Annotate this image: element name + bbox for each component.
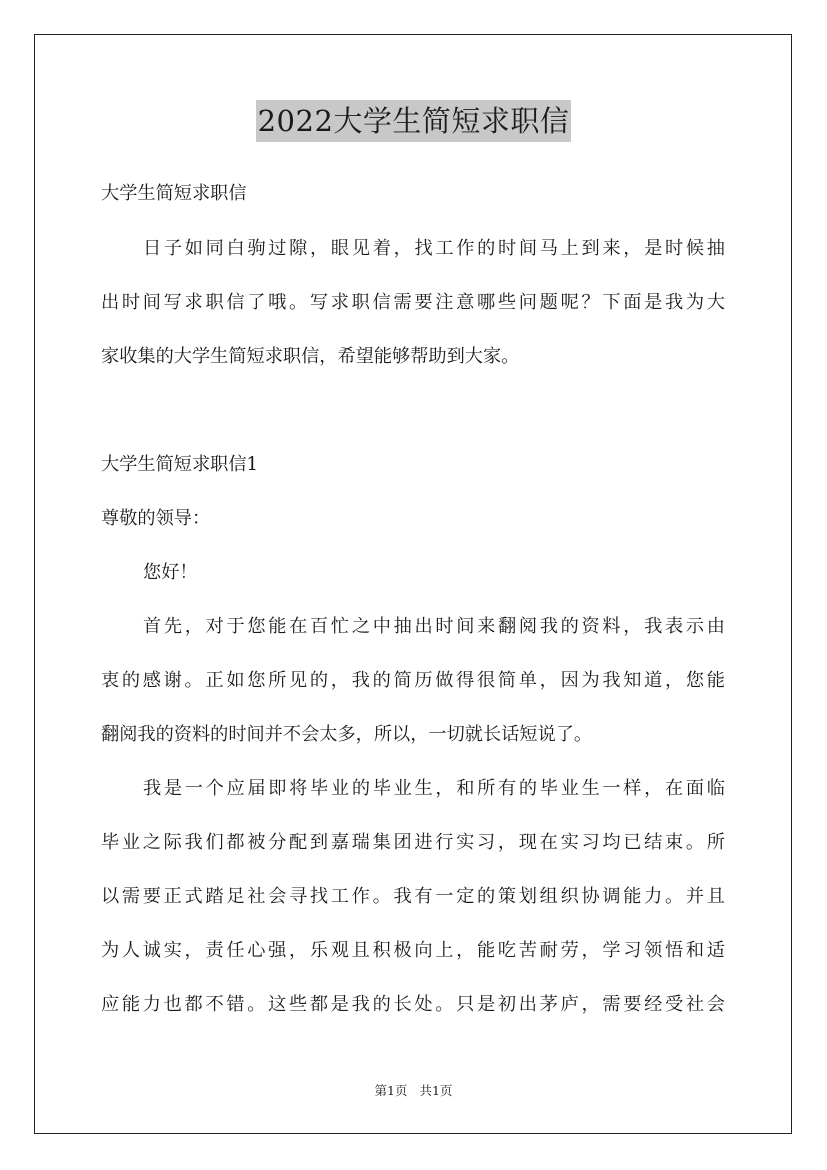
intro-line-3: 家收集的大学生简短求职信，希望能够帮助到大家。 <box>101 346 520 367</box>
section-heading: 大学生简短求职信1 <box>101 454 259 475</box>
para2-line-3: 以需要正式踏足社会寻找工作。我有一定的策划组织协调能力。并且 <box>101 886 725 907</box>
intro-line-1: 日子如同白驹过隙，眼见着，找工作的时间马上到来，是时候抽 <box>143 238 725 259</box>
intro-line-2: 出时间写求职信了哦。写求职信需要注意哪些问题呢？下面是我为大 <box>101 292 725 313</box>
para2-line-5: 应能力也都不错。这些都是我的长处。只是初出茅庐，需要经受社会 <box>101 994 725 1015</box>
salutation: 尊敬的领导： <box>101 508 211 529</box>
document-title-container <box>0 100 827 142</box>
document-title: 2022大学生简短求职信 <box>256 100 572 142</box>
para1-line-1: 首先，对于您能在百忙之中抽出时间来翻阅我的资料，我表示由 <box>143 616 725 637</box>
para2-line-2: 毕业之际我们都被分配到嘉瑞集团进行实习，现在实习均已结束。所 <box>101 832 725 853</box>
para2-line-1: 我是一个应届即将毕业的毕业生，和所有的毕业生一样，在面临 <box>143 778 725 799</box>
page-number: 第1页 <box>374 1083 408 1098</box>
page-total: 共1页 <box>419 1083 453 1098</box>
para2-line-4: 为人诚实，责任心强，乐观且积极向上，能吃苦耐劳，学习领悟和适 <box>101 940 725 961</box>
page-footer <box>0 1082 827 1100</box>
greeting: 您好！ <box>143 562 198 583</box>
subtitle: 大学生简短求职信 <box>101 183 247 204</box>
para1-line-2: 衷的感谢。正如您所见的，我的简历做得很简单，因为我知道，您能 <box>101 670 725 691</box>
para1-line-3: 翻阅我的资料的时间并不会太多，所以，一切就长话短说了。 <box>101 724 593 745</box>
